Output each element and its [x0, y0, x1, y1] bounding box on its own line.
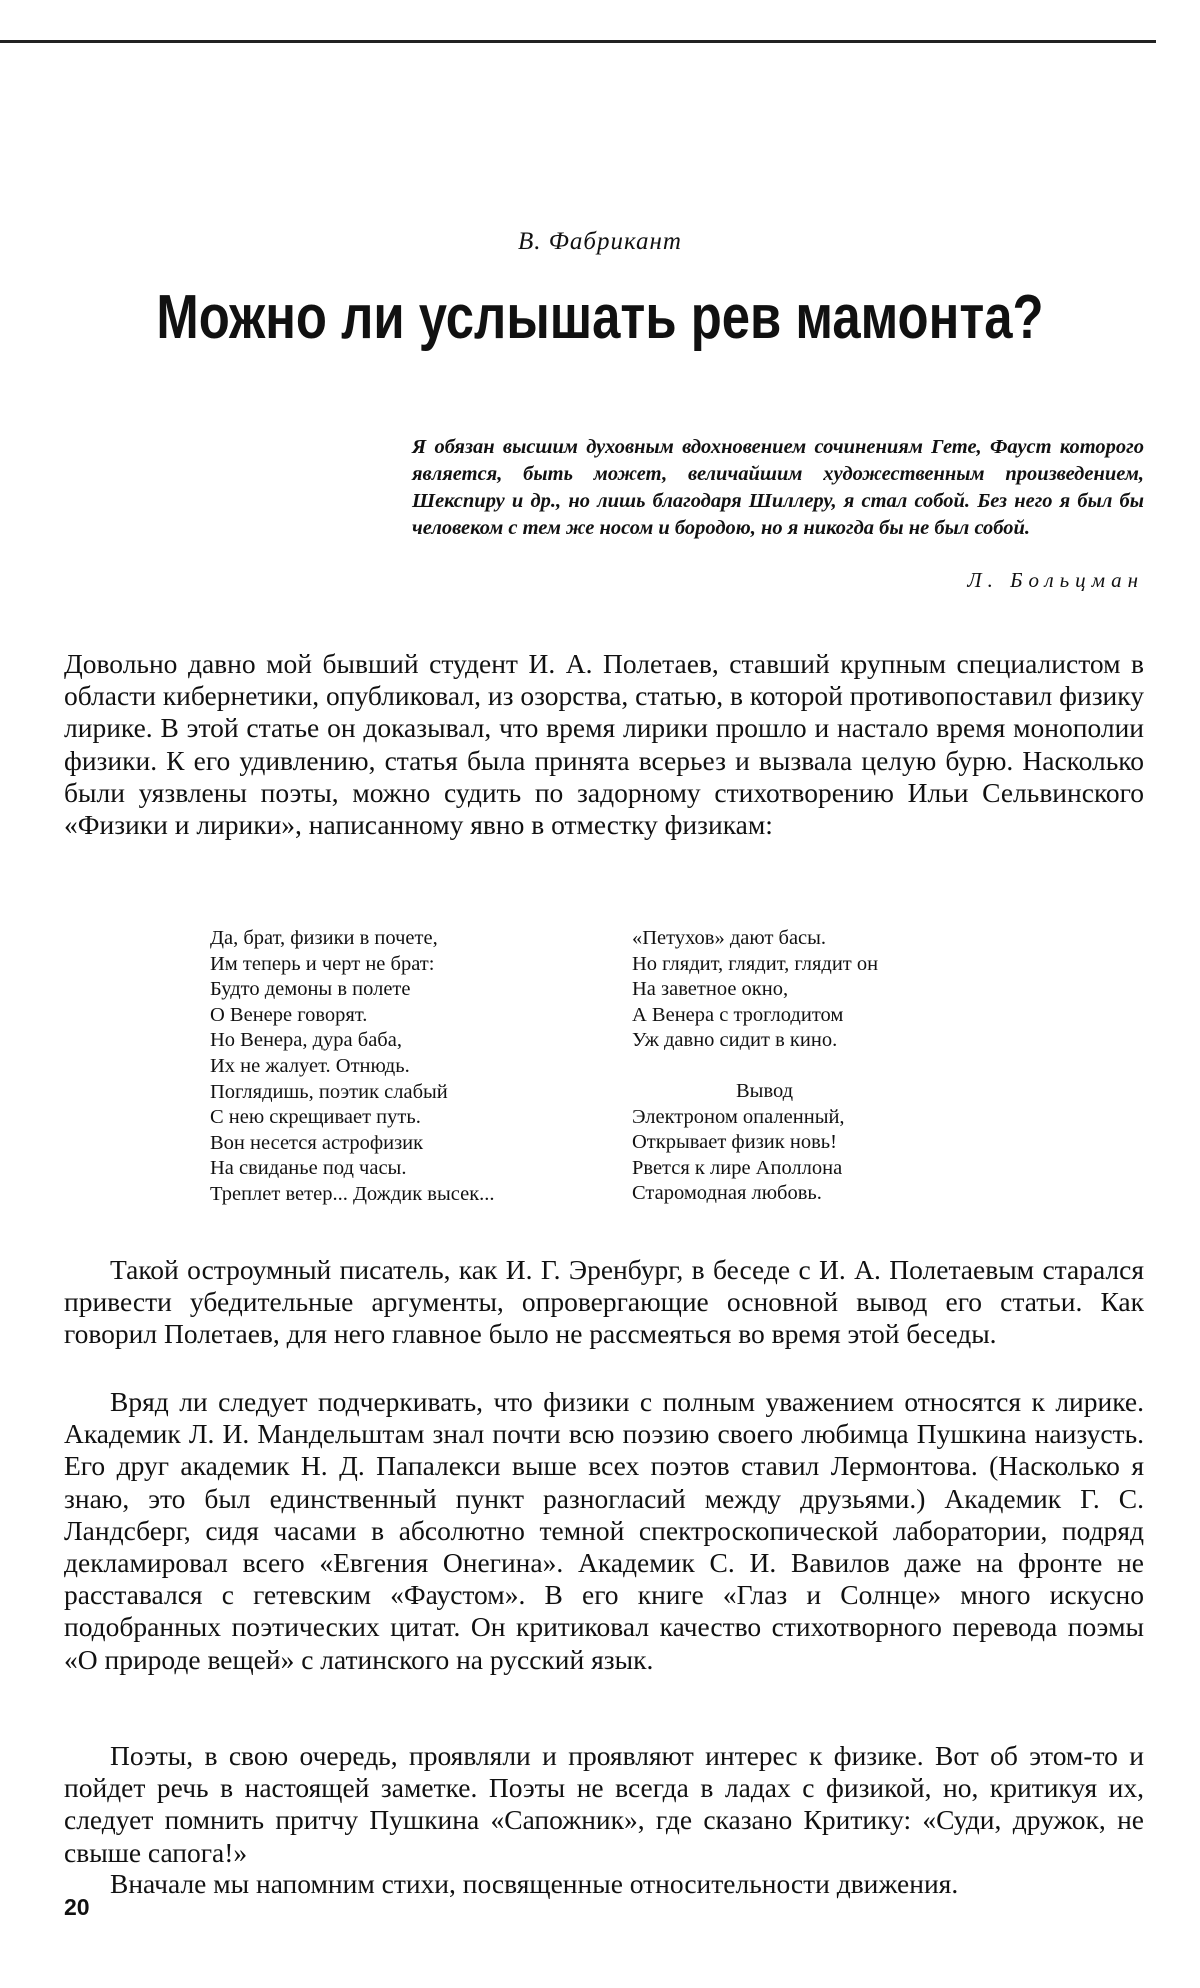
body-paragraph: Вначале мы напомним стихи, посвященные относительности движения.: [110, 1868, 959, 1899]
poem-line: «Петухов» дают басы.: [632, 927, 827, 949]
poem-conclusion-heading: Вывод: [736, 1079, 794, 1102]
intro-paragraph: Довольно давно мой бывший студент И. А. Полетаев, ставший крупным специалистом в области кибернетики, опубликовал, из озорства, статью, в которой противопоставил физику лирике. В этой статье он доказывал, что время лирики прошло и настало время монополии физики. К его удивлению, статья была принята всерьез и вызвала целую бурю. Насколько были уязвлены поэты, можно судить по задорному стихотворению Ильи Сельвинского «Физики и лирики», написанному явно в отместку физикам:: [64, 648, 1144, 841]
article-title: Можно ли услышать рев мамонта?: [156, 283, 1044, 352]
poem-line: Будто демоны в полете: [210, 978, 411, 1001]
page-number: 20: [64, 1894, 90, 1920]
epigraph-text: Я обязан высшим духовным вдохновением сочинениям Гете, Фауст которого является, быть может, величайшим художественным произведением, Шекспиру и др., но лишь благодаря Шиллеру, я стал собой. Без него я был бы человеком с тем же носом и бородою, но я никогда бы не был собой.: [412, 436, 1144, 539]
body-paragraph: Поэты, в свою очередь, проявляли и проявляют интерес к физике. Вот об этом-то и пойдет речь в настоящей заметке. Поэты не всегда в ладах с физикой, но, критикуя их, следует помнить притчу Пушкина «Сапожник», где сказано Критику: «Суди, дружок, не свыше сапога!»: [64, 1740, 1144, 1868]
poem-line: Но глядит, глядит, глядит он: [632, 952, 879, 975]
poem-line: Рвется к лире Аполлона: [632, 1156, 843, 1179]
poem-line: Вон несется астрофизик: [210, 1131, 424, 1154]
body-paragraph: Вряд ли следует подчеркивать, что физики с полным уважением относятся к лирике. Академик Л. И. Мандельштам знал почти всю поэзию своего любимца Пушкина наизусть. Его друг академик Н. Д. Папалекси выше всех поэтов ставил Лермонтова. (Насколько я знаю, это был единственный пункт разногласий между друзьями.) Академик Г. С. Ландсберг, сидя часами в абсолютно темной спектроскопической лаборатории, подряд декламировал всего «Евгения Онегина». Академик С. И. Вавилов даже на фронте не расставался с гетевским «Фаустом». В его книге «Глаз и Солнце» много искусно подобранных поэтических цитат. Он критиковал качество стихотворного перевода поэмы «О природе вещей» с латинского на русский язык.: [64, 1386, 1144, 1675]
poem-right-column: [632, 926, 878, 1207]
poem-line: Треплет ветер... Дождик высек...: [210, 1182, 495, 1205]
poem-line: Но Венера, дура баба,: [210, 1029, 402, 1052]
poem-line: Им теперь и черт не брат:: [210, 952, 435, 975]
poem-line: На заветное окно,: [632, 978, 789, 1001]
poem-line: Да, брат, физики в почете,: [210, 927, 438, 949]
poem-line: А Венера с троглодитом: [632, 1003, 844, 1026]
poem-line: Электроном опаленный,: [632, 1105, 845, 1128]
poem-line: Уж давно сидит в кино.: [632, 1029, 838, 1052]
poem-left-column: [210, 926, 495, 1208]
poem-line: Старомодная любовь.: [632, 1182, 822, 1205]
poem-line: Их не жалует. Отнюдь.: [210, 1054, 410, 1077]
top-rule: [0, 40, 1156, 43]
article-author: В. Фабрикант: [518, 228, 682, 255]
poem-line: На свиданье под часы.: [210, 1157, 407, 1180]
body-paragraph: Такой остроумный писатель, как И. Г. Эренбург, в беседе с И. А. Полетаевым старался привести убедительные аргументы, опровергающие основной вывод его статьи. Как говорил Полетаев, для него главное было не рассмеяться во время этой беседы.: [64, 1254, 1144, 1350]
poem-line: С нею скрещивает путь.: [210, 1106, 421, 1129]
poem-line: Поглядишь, поэтик слабый: [210, 1080, 448, 1103]
poem-line: Открывает физик новь!: [632, 1131, 837, 1154]
poem-line: О Венере говорят.: [210, 1003, 368, 1026]
epigraph-source: Л. Больцман: [967, 568, 1144, 592]
